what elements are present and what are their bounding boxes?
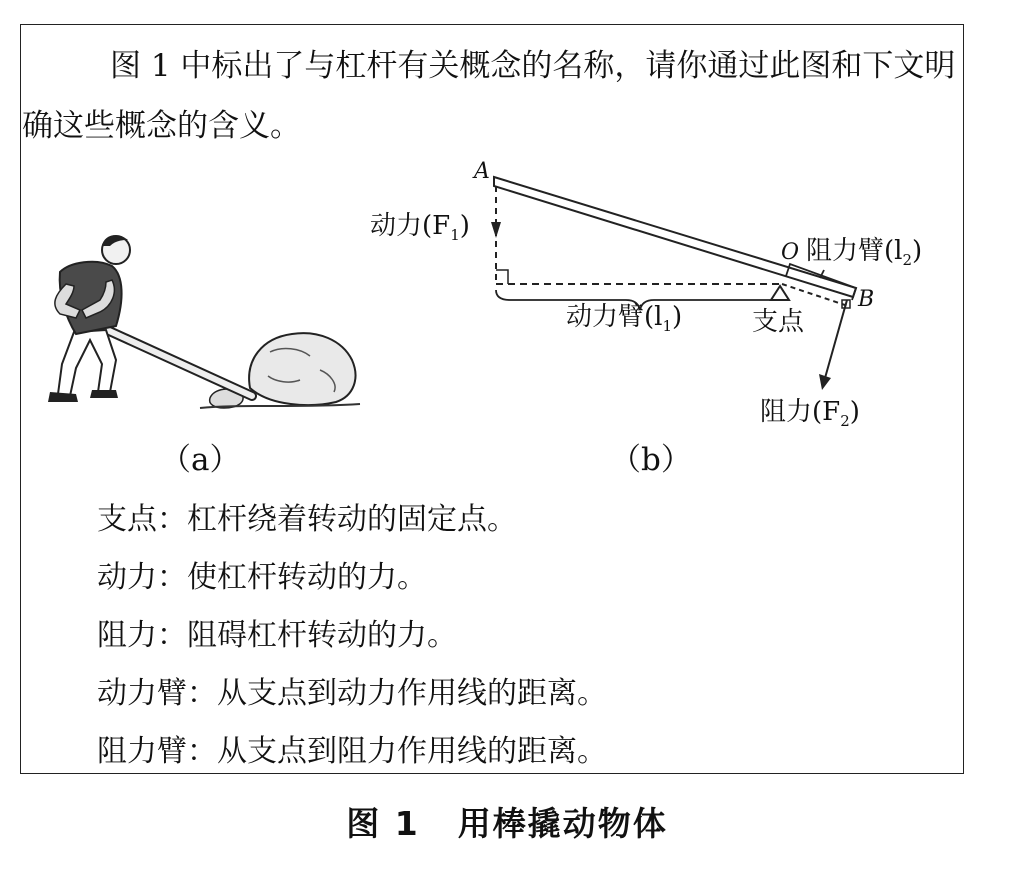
intro-paragraph: 图 1 中标出了与杠杆有关概念的名称，请你通过此图和下文明确这些概念的含义。	[22, 48, 956, 144]
resistance-arrowhead	[819, 374, 831, 390]
definition-fulcrum: 支点：杠杆绕着转动的固定点。	[97, 502, 517, 537]
definition-effort: 动力：使杠杆转动的力。	[97, 560, 427, 595]
point-o-label: O	[781, 240, 800, 265]
caption-number: 图 1	[346, 804, 420, 843]
effort-label: 动力$(F_1)$	[370, 211, 470, 244]
effort-arm-label: 动力臂$(l_1)$	[566, 302, 683, 335]
resistance-label: 阻力$(F_2)$	[760, 397, 860, 430]
point-a-label: A	[474, 159, 490, 184]
subfigure-b-label: （b）	[610, 442, 692, 478]
fulcrum-label: 支点	[752, 307, 805, 337]
illustration-man-prying-rock	[48, 235, 360, 408]
subfigure-a-label: （a）	[160, 442, 241, 478]
resistance-arm-label: 阻力臂$(l_2)$	[806, 236, 923, 269]
lever-diagram	[370, 159, 922, 430]
definition-resistance-arm: 阻力臂：从支点到阻力作用线的距离。	[97, 734, 607, 769]
definition-resistance: 阻力：阻碍杠杆转动的力。	[97, 618, 457, 653]
resistance-force-line	[825, 300, 847, 378]
point-b-label: B	[858, 287, 875, 312]
figure-caption	[0, 798, 1014, 845]
effort-arrowhead	[491, 222, 501, 238]
fulcrum-triangle	[771, 286, 789, 300]
lever-bar	[494, 177, 856, 297]
rock-shape	[249, 333, 355, 405]
definition-effort-arm: 动力臂：从支点到动力作用线的距离。	[97, 676, 607, 711]
caption-title: 用棒撬动物体	[457, 804, 668, 843]
